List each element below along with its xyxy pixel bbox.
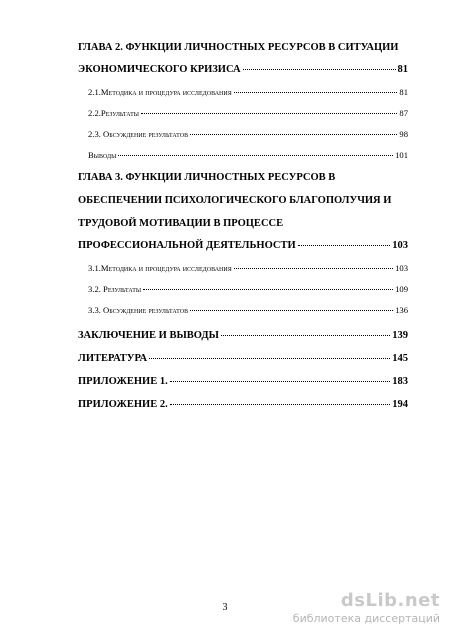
section-3-1-label: 3.1.Методика и процедура исследования	[88, 263, 232, 273]
appendix-1-entry[interactable]	[78, 377, 408, 400]
chapter-2-title-line1: ГЛАВА 2. ФУНКЦИИ ЛИЧНОСТНЫХ РЕСУРСОВ В СИТУАЦИИ	[78, 42, 399, 53]
chapter-3-title-line1: ГЛАВА 3. ФУНКЦИИ ЛИЧНОСТНЫХ РЕСУРСОВ В	[78, 172, 336, 183]
dot-leader	[190, 134, 397, 135]
section-2-2-entry[interactable]	[78, 109, 408, 130]
dot-leader	[118, 155, 393, 156]
section-2-1-page: 81	[399, 87, 408, 97]
appendix-1-label: ПРИЛОЖЕНИЕ 1.	[78, 376, 168, 387]
section-3-1-page: 103	[395, 263, 408, 273]
section-2-3-entry[interactable]	[78, 130, 408, 151]
dot-leader	[141, 113, 397, 114]
dot-leader	[298, 245, 391, 246]
watermark-logo: dsLib.net	[340, 590, 440, 611]
dot-leader	[221, 335, 390, 336]
literature-label: ЛИТЕРАТУРА	[78, 353, 148, 364]
section-3-2-label: 3.2. Результаты	[88, 284, 142, 294]
final-conclusions-label: ЗАКЛЮЧЕНИЕ И ВЫВОДЫ	[78, 330, 219, 341]
section-2-1-entry[interactable]	[78, 88, 408, 109]
final-conclusions-entry[interactable]	[78, 331, 408, 354]
chapter-3-title-line2: ОБЕСПЕЧЕНИИ ПСИХОЛОГИЧЕСКОГО БЛАГОПОЛУЧИЯ И	[78, 195, 392, 206]
dot-leader	[170, 404, 391, 405]
chapter-3-entry[interactable]	[78, 241, 408, 264]
chapter-3-title-line3: ТРУДОВОЙ МОТИВАЦИИ В ПРОЦЕССЕ	[78, 218, 284, 229]
conclusions-2-entry[interactable]	[78, 151, 408, 172]
section-2-2-page: 87	[399, 108, 408, 118]
dot-leader	[234, 92, 398, 93]
section-2-3-page: 98	[399, 129, 408, 139]
watermark	[293, 590, 440, 625]
section-2-2-label: 2.2.Результаты	[88, 108, 139, 118]
dot-leader	[143, 289, 393, 290]
table-of-contents	[78, 42, 408, 423]
chapter-2-entry[interactable]	[78, 65, 408, 88]
dot-leader	[170, 381, 391, 382]
appendix-1-page: 183	[392, 376, 408, 387]
dot-leader	[243, 69, 396, 70]
dot-leader	[234, 268, 393, 269]
chapter-2-title-line2: ЭКОНОМИЧЕСКОГО КРИЗИСА	[78, 64, 241, 75]
literature-entry[interactable]	[78, 354, 408, 377]
section-3-1-entry[interactable]	[78, 264, 408, 285]
appendix-2-label: ПРИЛОЖЕНИЕ 2.	[78, 399, 168, 410]
literature-page: 145	[392, 353, 408, 364]
section-3-3-page: 136	[395, 305, 408, 315]
chapter-3-page: 103	[392, 240, 408, 251]
dot-leader	[190, 310, 393, 311]
dot-leader	[149, 358, 390, 359]
section-2-3-label: 2.3. Обсуждение результатов	[88, 129, 189, 139]
section-3-2-entry[interactable]	[78, 285, 408, 306]
chapter-3-title-line4: ПРОФЕССИОНАЛЬНОЙ ДЕЯТЕЛЬНОСТИ	[78, 240, 296, 251]
watermark-subtitle: библиотека диссертаций	[292, 612, 440, 625]
section-3-2-page: 109	[395, 284, 408, 294]
appendix-2-entry[interactable]	[78, 400, 408, 423]
section-2-1-label: 2.1.Методика и процедура исследования	[88, 87, 232, 97]
final-conclusions-page: 139	[392, 330, 408, 341]
appendix-2-page: 194	[392, 399, 408, 410]
chapter-2-page: 81	[397, 64, 408, 75]
section-3-3-label: 3.3. Обсуждение результатов	[88, 305, 189, 315]
conclusions-2-label: Выводы	[88, 150, 117, 160]
section-3-3-entry[interactable]	[78, 306, 408, 327]
conclusions-2-page: 101	[395, 150, 408, 160]
page-number: 3	[222, 602, 228, 613]
